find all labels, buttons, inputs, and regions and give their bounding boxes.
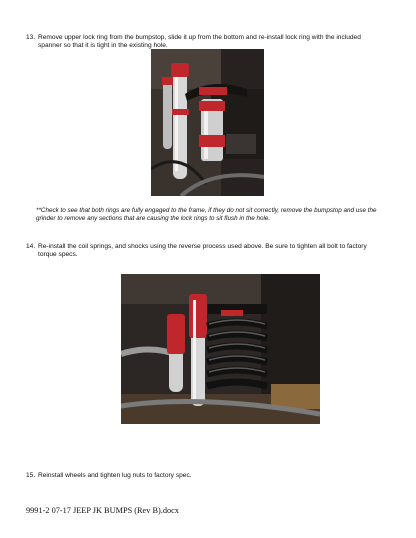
step-text: Remove upper lock ring from the bumpstop, slide it up from the bottom and re-install lock ring with the included spanner so that it is tight in the existing hole. — [38, 34, 361, 50]
grinder-note: **Check to see that both rings are fully engaged to the frame, if they do not sit correctly, remove the bumpstop and use the grinder to remove any sections that are causing the lock rings to sit flush in the hole. — [36, 207, 377, 223]
step-text: Reinstall wheels and tighten lug nuts to factory spec. — [38, 472, 192, 479]
document-footer: 9991-2 07-17 JEEP JK BUMPS (Rev B).docx — [26, 506, 179, 515]
bumpstop-photo — [151, 49, 264, 196]
step-text: Re-install the coil springs, and shocks using the reverse process used above. Be sure to tighten all bolt to factory torque specs. — [38, 243, 367, 259]
bumpstop-photo-graphic — [151, 49, 264, 196]
step-14 — [26, 243, 376, 260]
step-number: 14. — [26, 243, 36, 250]
step-number: 13. — [26, 34, 36, 41]
step-15 — [26, 472, 376, 480]
coil-spring-shock-photo — [121, 274, 320, 424]
step-number: 15. — [26, 472, 36, 479]
coil-spring-shock-graphic — [121, 274, 320, 424]
